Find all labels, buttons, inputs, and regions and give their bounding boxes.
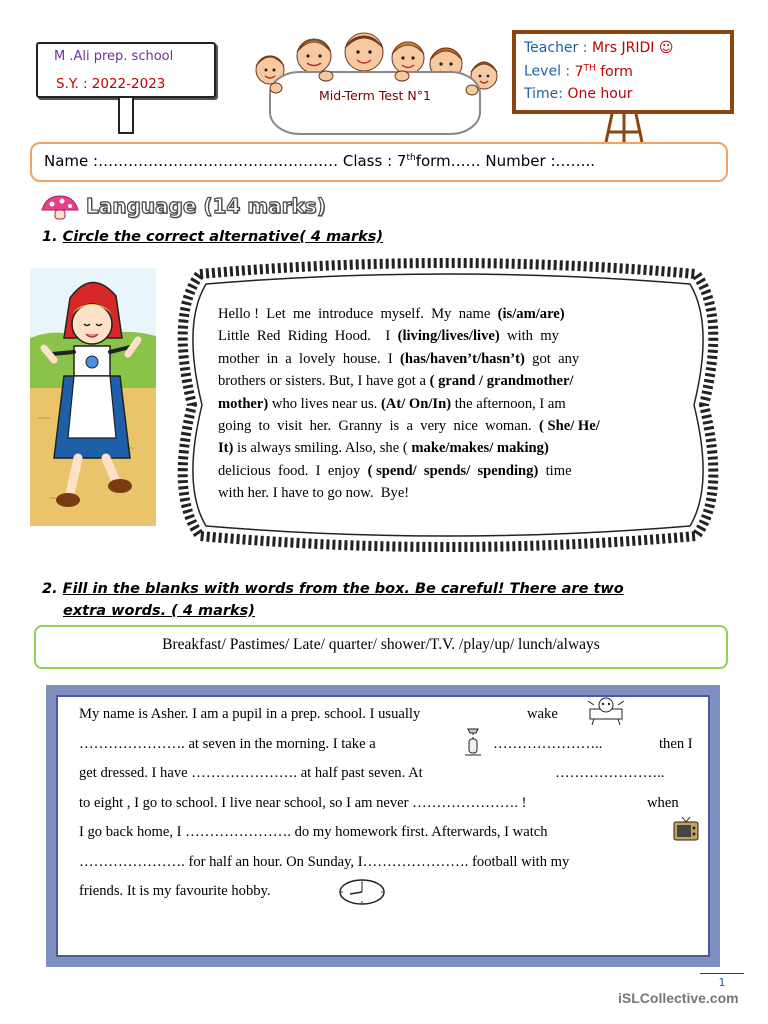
class-suffix: th: [406, 153, 416, 163]
passage-line: [79, 789, 691, 819]
easel-legs-icon: [604, 114, 644, 142]
passage-line: [79, 730, 691, 760]
passage-text: time: [538, 462, 572, 479]
teacher-label: Teacher :: [524, 40, 588, 56]
choice-alternatives[interactable]: make/makes/ making): [411, 440, 549, 457]
time-line: [524, 86, 632, 102]
teacher-name: Mrs JRIDI ☺: [591, 40, 674, 56]
line-text: to eight , I go to school. I live near school, so I am never …………………. !: [79, 794, 527, 811]
level-label: Level :: [524, 63, 571, 80]
passage-line: [218, 348, 660, 370]
passage-line: [218, 325, 660, 347]
kids-banner-illustration: [240, 30, 510, 136]
q2-instruction-line1: Fill in the blanks with words from the box. Be careful! There are two: [62, 581, 624, 597]
passage-text: with her. I have to go now. Bye!: [218, 485, 410, 502]
line-text: My name is Asher. I am a pupil in a prep. school. I usually: [79, 706, 421, 722]
passage-text: is always smiling. Also, she (: [233, 440, 412, 457]
name-class-field: Name :………………………………………… Class : 7: [44, 152, 407, 170]
passage-text: Hello ! Let me introduce myself. My name: [218, 306, 498, 322]
school-year: S.Y. : 2022-2023: [56, 76, 166, 92]
passage-line: [79, 759, 691, 789]
time-value: One hour: [567, 86, 633, 102]
passage-text: Little Red Riding Hood. I: [218, 328, 398, 345]
mushroom-icon: [38, 194, 82, 220]
line-text: get dressed. I have …………………. at half past seven. At: [79, 765, 423, 781]
q1-number: 1.: [42, 229, 58, 245]
signpost-post: [118, 98, 134, 134]
tv-icon: [672, 815, 700, 843]
teacher-line: [524, 40, 673, 56]
level-line: [524, 63, 633, 80]
passage-line: [218, 460, 660, 482]
passage-line: [218, 415, 660, 437]
line-text: friends. It is my favourite hobby.: [79, 883, 271, 899]
passage-text: the afternoon, I am: [451, 395, 566, 412]
level-value: [575, 64, 633, 80]
watermark: iSLCollective.com: [618, 990, 739, 1006]
choice-alternatives[interactable]: It): [218, 440, 234, 457]
passage-text: going to visit her. Granny is a very nice woman.: [218, 418, 540, 435]
passage-line: [218, 370, 660, 392]
word-box: Breakfast/ Pastimes/ Late/ quarter/ shower/T.V. /play/up/ lunch/always: [34, 625, 728, 669]
level-form: form: [595, 63, 633, 80]
passage-line: [79, 848, 691, 878]
passage-text: with my: [499, 328, 559, 345]
line-text: …………………. for half an hour. On Sunday, I…………………. football with my: [79, 853, 570, 870]
passage-line: [218, 437, 660, 459]
choice-alternatives[interactable]: ( grand / grandmother/: [429, 373, 574, 390]
q1-heading: [42, 229, 383, 245]
choice-alternatives[interactable]: (At/ On/In): [380, 395, 452, 412]
red-riding-hood-icon: [30, 268, 156, 526]
language-section-heading: [38, 194, 326, 220]
level-number: 7: [574, 63, 584, 80]
time-label: Time:: [524, 86, 563, 102]
choice-alternatives[interactable]: (has/haven’t/hasn’t): [399, 350, 525, 367]
number-field: form…… Number :……..: [415, 152, 596, 170]
passage-text: mother in a lovely house. I: [218, 350, 400, 367]
teacher-info-board: [512, 30, 734, 142]
q2-number: 2.: [42, 581, 58, 597]
passage-text: brothers or sisters. But, I have got a: [218, 373, 430, 390]
passage-text: got any: [524, 350, 580, 367]
passage-text: delicious food. I enjoy: [218, 462, 368, 479]
page-number: 1: [700, 973, 744, 989]
shower-icon: [462, 727, 484, 757]
line-text-b: wake: [527, 706, 558, 722]
wake-up-icon: [586, 695, 626, 725]
passage-line: [218, 303, 660, 325]
line-text-c: then I: [659, 735, 693, 752]
passage-line: [79, 818, 691, 848]
section-title: Language (14 marks): [86, 194, 326, 218]
q2-instruction-line2: extra words. ( 4 marks): [63, 603, 255, 619]
kids-faces-icon: [240, 30, 510, 136]
choice-alternatives[interactable]: (living/lives/live): [397, 328, 500, 345]
choice-alternatives[interactable]: ( spend/ spends/ spending): [367, 462, 539, 479]
q1-instruction: Circle the correct alternative( 4 marks): [62, 229, 384, 245]
test-title: Mid-Term Test N°1: [319, 88, 431, 103]
q1-passage: [218, 303, 660, 505]
passage-text: who lives near us.: [268, 395, 381, 412]
school-name: M .Ali prep. school: [54, 49, 174, 64]
passage-line: [218, 482, 660, 504]
q2-passage: [79, 700, 691, 907]
school-signpost: [30, 36, 226, 134]
student-info-bar[interactable]: [30, 142, 728, 182]
clock-icon: [338, 878, 386, 906]
level-suffix: TH: [583, 63, 596, 73]
choice-alternatives[interactable]: (is/am/are): [497, 306, 565, 322]
line-text-b: when: [647, 794, 679, 811]
choice-alternatives[interactable]: ( She/ He/: [539, 418, 600, 435]
passage-line: [218, 393, 660, 415]
choice-alternatives[interactable]: mother): [218, 395, 269, 412]
q2-heading-line2: [63, 603, 255, 619]
line-text: I go back home, I …………………. do my homework first. Afterwards, I watch: [79, 824, 548, 840]
line-text-b: …………………..: [493, 735, 603, 752]
q2-heading: [42, 581, 624, 597]
line-text: …………………. at seven in the morning. I take a: [79, 735, 376, 752]
line-text-b: …………………..: [555, 765, 665, 781]
